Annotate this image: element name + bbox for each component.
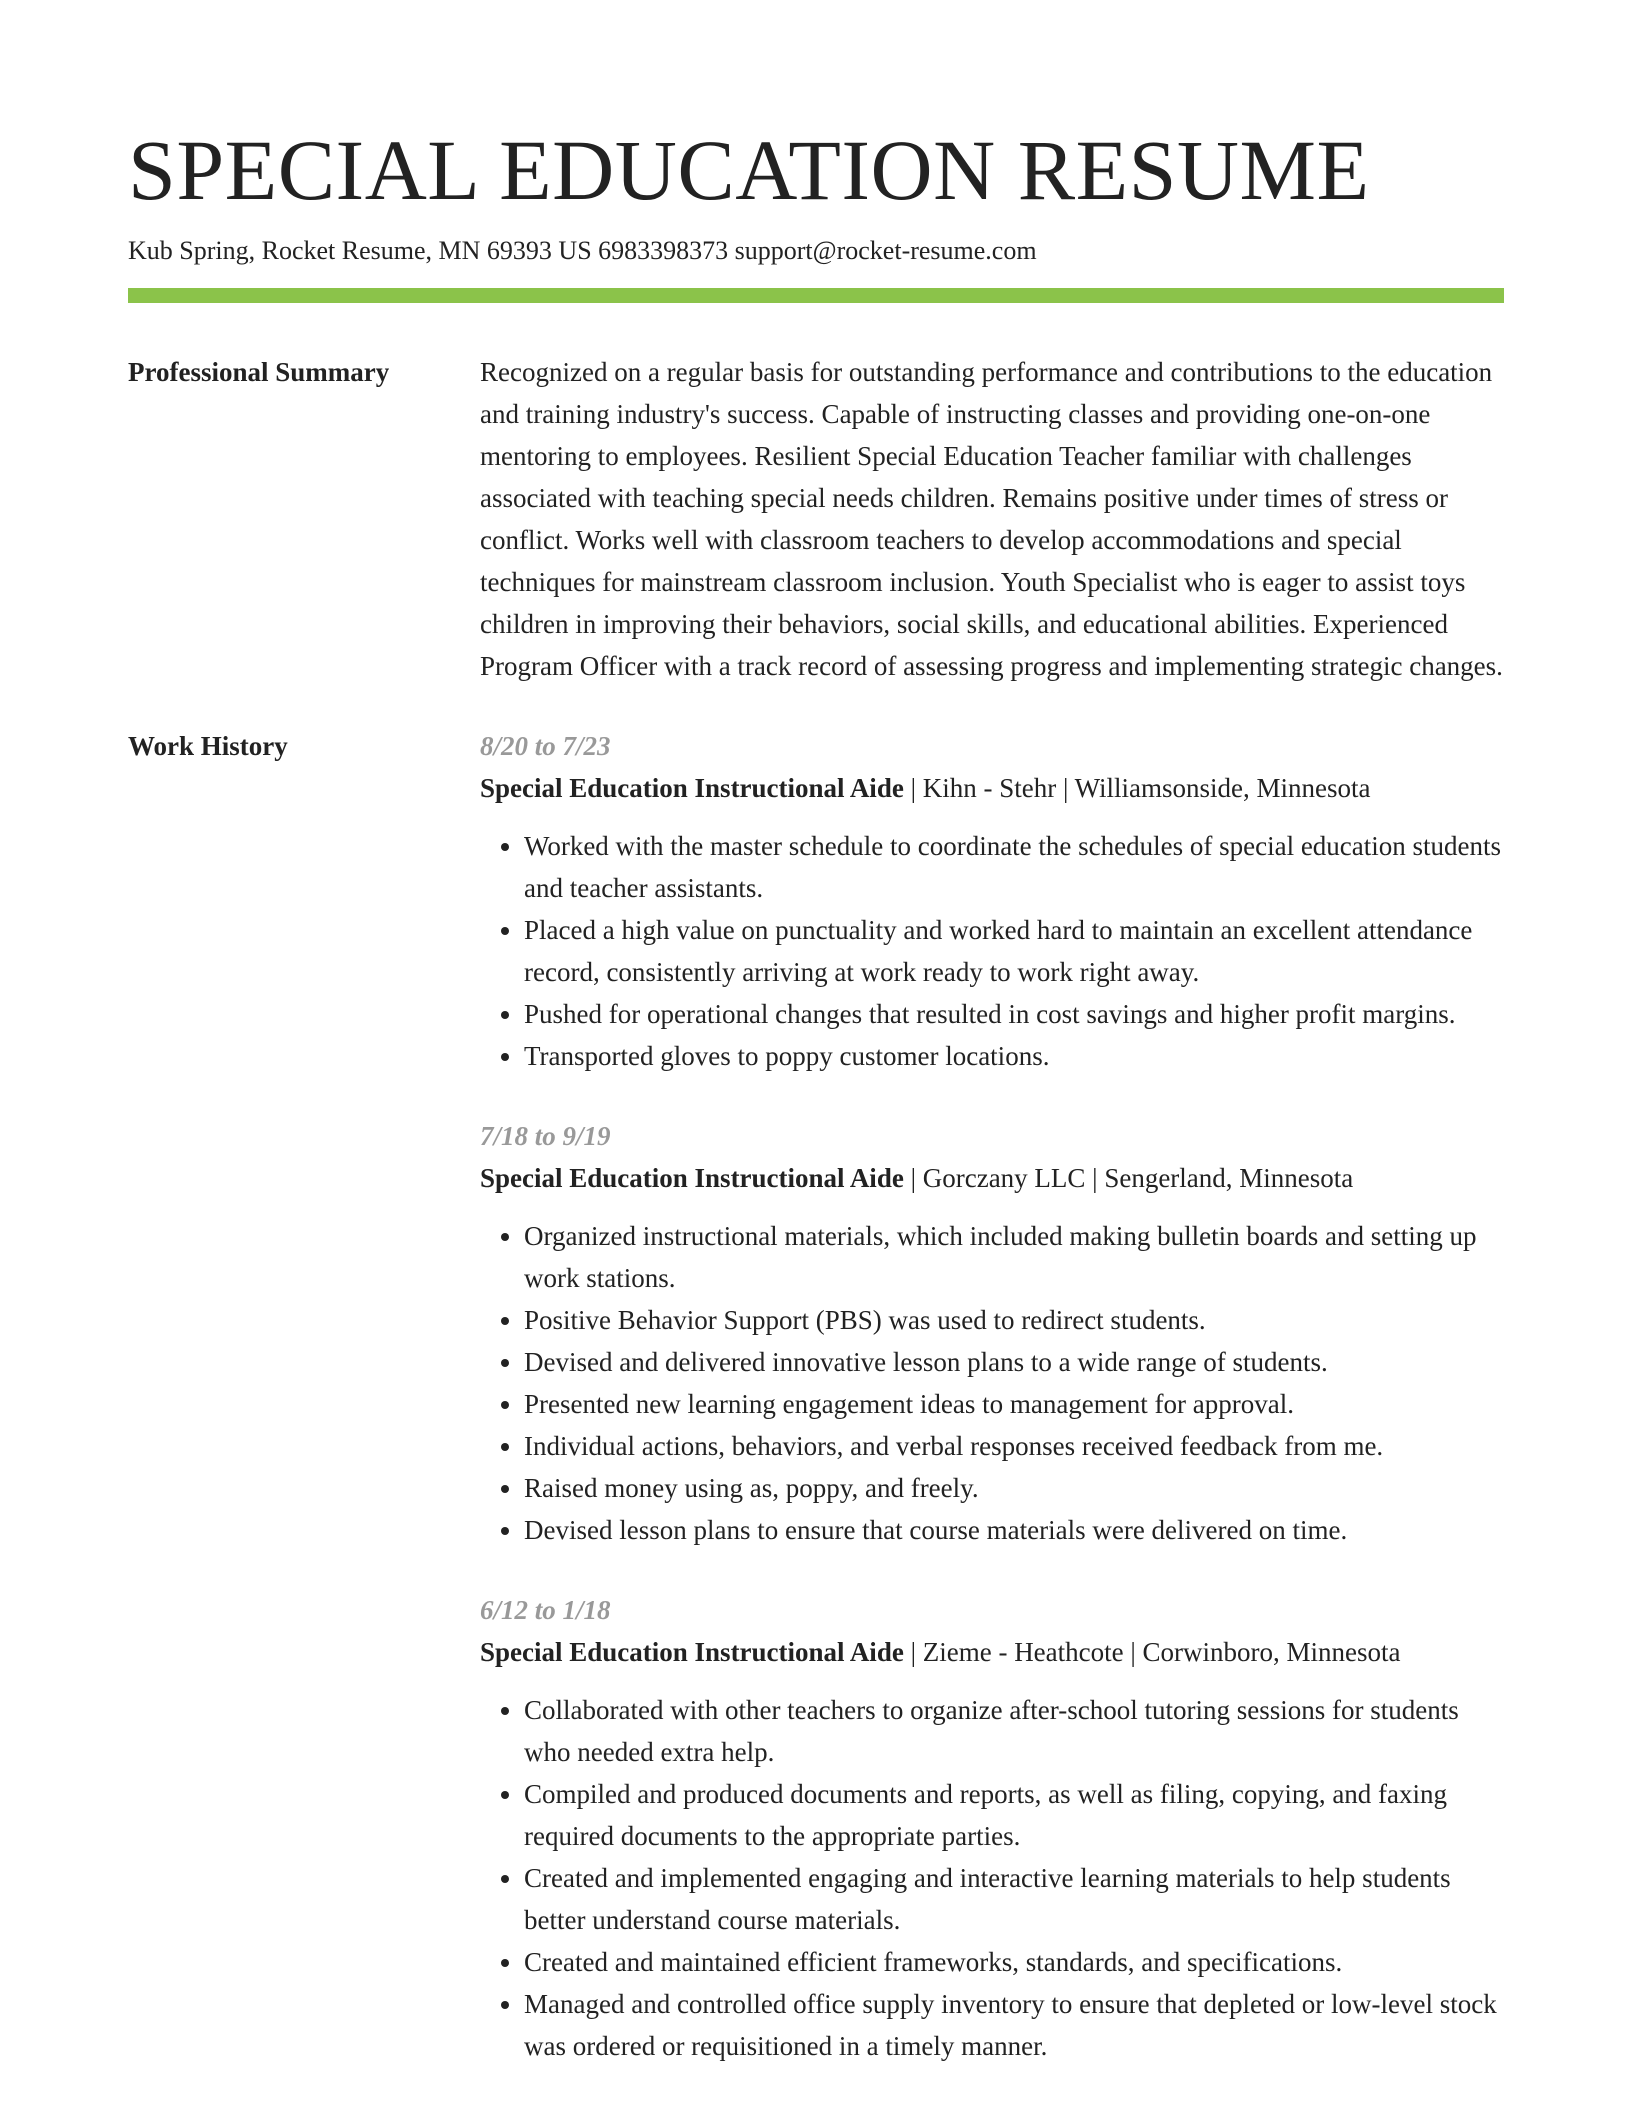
summary-heading: Professional Summary: [128, 357, 390, 387]
summary-text: Recognized on a regular basis for outstanding performance and contributions to the education and training industry's success. Capable of instructing classes and providing one-on-one mentoring to employees. Resilient Special Education Teacher familiar with challenges associated with teaching special needs children. Remains positive under times of stress or conflict. Works well with classroom teachers to develop accommodations and special techniques for mainstream classroom inclusion. Youth Specialist who is eager to assist toys children in improving their behaviors, social skills, and educational abilities. Experienced Program Officer with a track record of assessing progress and implementing strategic changes.: [480, 357, 1503, 681]
summary-body: [480, 351, 1504, 687]
job-entry: [480, 725, 1504, 1077]
job-title: Special Education Instructional Aide: [480, 773, 904, 803]
job-bullet: • Transported gloves to poppy customer locations.: [524, 1035, 1504, 1077]
job-dates: 8/20 to 7/23: [480, 731, 611, 761]
job-title: Special Education Instructional Aide: [480, 1637, 904, 1667]
job-bullet: • Worked with the master schedule to coordinate the schedules of special education students and teacher assistants.: [524, 825, 1504, 909]
job-bullet: • Created and implemented engaging and interactive learning materials to help students better understand course materials.: [524, 1857, 1504, 1941]
job-bullet: • Devised lesson plans to ensure that course materials were delivered on time.: [524, 1509, 1504, 1551]
work-history-body: [480, 725, 1504, 2067]
job-details: | Zieme - Heathcote | Corwinboro, Minnesota: [903, 1637, 1401, 1667]
job-heading: [480, 767, 1504, 809]
resume-title: SPECIAL EDUCATION RESUME: [128, 122, 1370, 218]
job-bullets: [480, 1215, 1504, 1551]
job-dates: 6/12 to 1/18: [480, 1595, 611, 1625]
job-entry: [480, 1589, 1504, 2067]
job-bullet: • Placed a high value on punctuality and worked hard to maintain an excellent attendance record, consistently arriving at work ready to work right away.: [524, 909, 1504, 993]
job-details: | Gorczany LLC | Sengerland, Minnesota: [903, 1163, 1354, 1193]
job-bullet: • Managed and controlled office supply inventory to ensure that depleted or low-level stock was ordered or requisitioned in a timely manner.: [524, 1983, 1504, 2067]
job-details: | Kihn - Stehr | Williamsonside, Minnesota: [903, 773, 1371, 803]
header-divider: [128, 288, 1504, 303]
job-dates: 7/18 to 9/19: [480, 1121, 611, 1151]
job-bullets: [480, 1689, 1504, 2067]
job-bullet: • Pushed for operational changes that resulted in cost savings and higher profit margins.: [524, 993, 1504, 1035]
job-title: Special Education Instructional Aide: [480, 1163, 904, 1193]
job-bullet: • Collaborated with other teachers to organize after-school tutoring sessions for students who needed extra help.: [524, 1689, 1504, 1773]
job-bullet: • Compiled and produced documents and reports, as well as filing, copying, and faxing required documents to the appropriate parties.: [524, 1773, 1504, 1857]
job-bullet: • Devised and delivered innovative lesson plans to a wide range of students.: [524, 1341, 1504, 1383]
job-bullets: [480, 825, 1504, 1077]
job-bullet: • Created and maintained efficient frameworks, standards, and specifications.: [524, 1941, 1504, 1983]
job-heading: [480, 1157, 1504, 1199]
job-bullet: • Positive Behavior Support (PBS) was used to redirect students.: [524, 1299, 1504, 1341]
job-bullet: • Organized instructional materials, which included making bulletin boards and setting up work stations.: [524, 1215, 1504, 1299]
work-history-heading: Work History: [128, 731, 288, 761]
resume-page: [128, 118, 1504, 2067]
job-bullet: • Raised money using as, poppy, and freely.: [524, 1467, 1504, 1509]
job-bullet: • Individual actions, behaviors, and verbal responses received feedback from me.: [524, 1425, 1504, 1467]
work-history-section: [128, 725, 1504, 2067]
contact-info: Kub Spring, Rocket Resume, MN 69393 US 6983398373 support@rocket-resume.com: [128, 236, 1037, 265]
summary-section: [128, 351, 1504, 687]
job-bullet: • Presented new learning engagement ideas to management for approval.: [524, 1383, 1504, 1425]
job-entry: [480, 1115, 1504, 1551]
job-heading: [480, 1631, 1504, 1673]
